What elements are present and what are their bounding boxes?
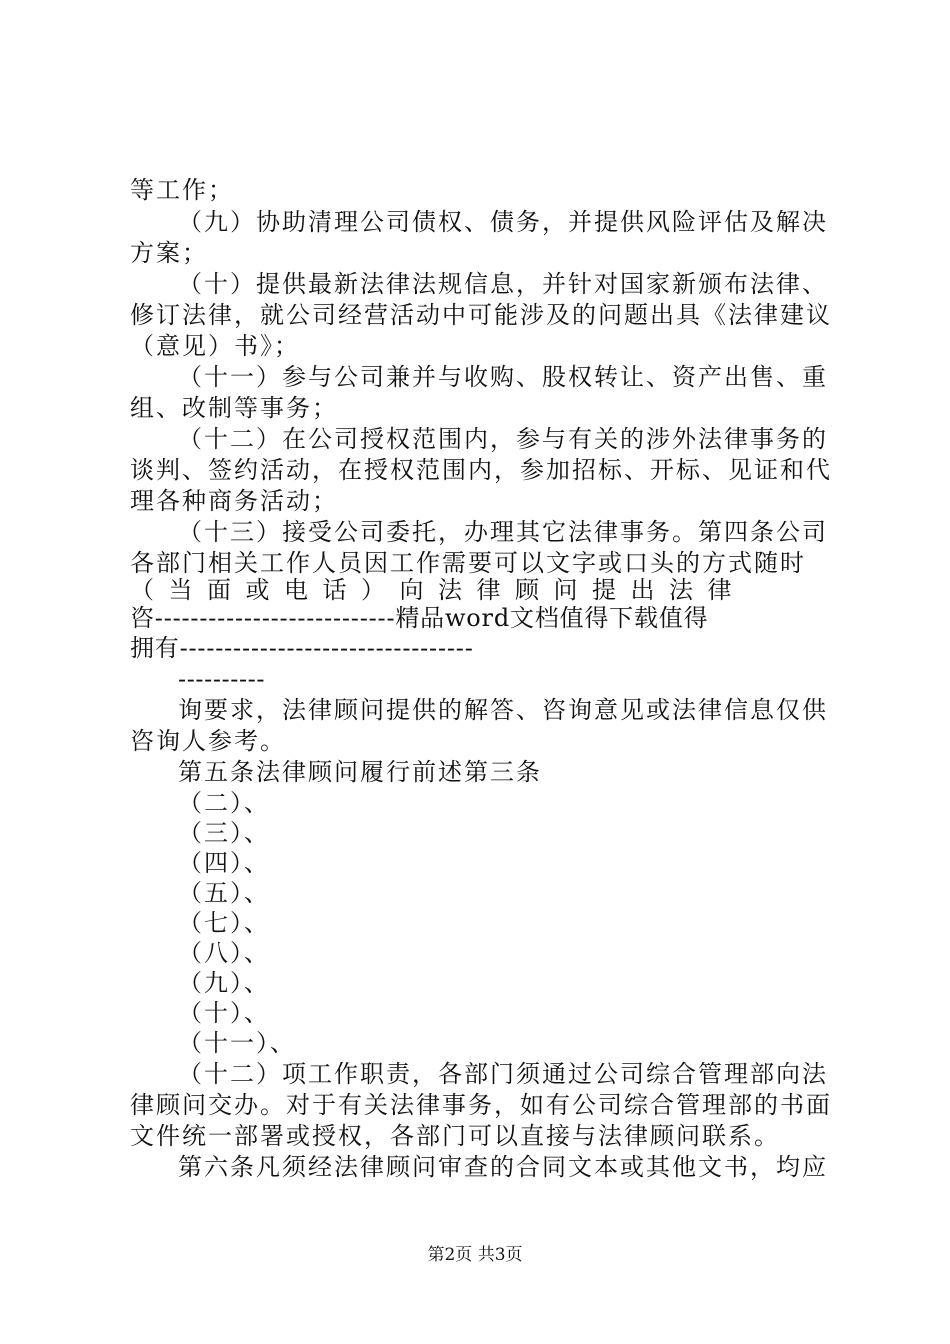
text-line: （十三）接受公司委托，办理其它法律事务。第四条公司 [178, 518, 828, 546]
text-line: （十二）在公司授权范围内，参与有关的涉外法律事务的 [178, 425, 828, 453]
text-line: 文件统一部署或授权，各部门可以直接与法律顾问联系。 [130, 1122, 780, 1150]
text-line: 谈判、签约活动，在授权范围内，参加招标、开标、见证和代 [130, 456, 832, 484]
text-line: 询要求，法律顾问提供的解答、咨询意见或法律信息仅供 [178, 696, 828, 724]
text-line: （九）协助清理公司债权、债务，并提供风险评估及解决 [178, 208, 828, 236]
text-line: 理各种商务活动； [130, 487, 338, 515]
text-line: （十一）参与公司兼并与收购、股权转让、资产出售、重 [178, 363, 828, 391]
text-line: （当面或电话）向法律顾问提出法律 [130, 576, 746, 604]
text-line: （十一）、 [178, 1029, 296, 1057]
text-line: （三）、 [178, 819, 270, 847]
text-line: （十二）项工作职责，各部门须通过公司综合管理部向法 [178, 1060, 828, 1088]
text-line: （八）、 [178, 939, 270, 967]
text-line: （四）、 [178, 849, 270, 877]
text-line: （意见）书》； [130, 332, 300, 360]
text-line: 方案； [130, 239, 208, 267]
text-line: 组、改制等事务； [130, 394, 338, 422]
text-line: 第五条法律顾问履行前述第三条 [178, 758, 542, 786]
text-line: 修订法律，就公司经营活动中可能涉及的问题出具《法律建议 [130, 301, 832, 329]
text-line: 咨---------------------------精品word文档值得下载值得 [130, 604, 709, 632]
text-line: （十）、 [178, 999, 270, 1027]
text-line: （五）、 [178, 879, 270, 907]
text-line: （七）、 [178, 909, 270, 937]
text-line: 拥有--------------------------------- [130, 634, 474, 662]
text-line: 第六条凡须经法律顾问审查的合同文本或其他文书，均应 [178, 1153, 828, 1181]
text-line: （二）、 [178, 789, 270, 817]
text-line: ---------- [178, 665, 266, 693]
text-line: 等工作； [130, 176, 234, 204]
text-line: 律顾问交办。对于有关法律事务，如有公司综合管理部的书面 [130, 1091, 832, 1119]
page-number: 第2页 共3页 [427, 1245, 523, 1265]
text-line: （十）提供最新法律法规信息，并针对国家新颁布法律、 [178, 270, 828, 298]
text-line: 咨询人参考。 [130, 727, 286, 755]
text-line: （九）、 [178, 969, 270, 997]
text-line: 各部门相关工作人员因工作需要可以文字或口头的方式随时 [130, 549, 806, 577]
